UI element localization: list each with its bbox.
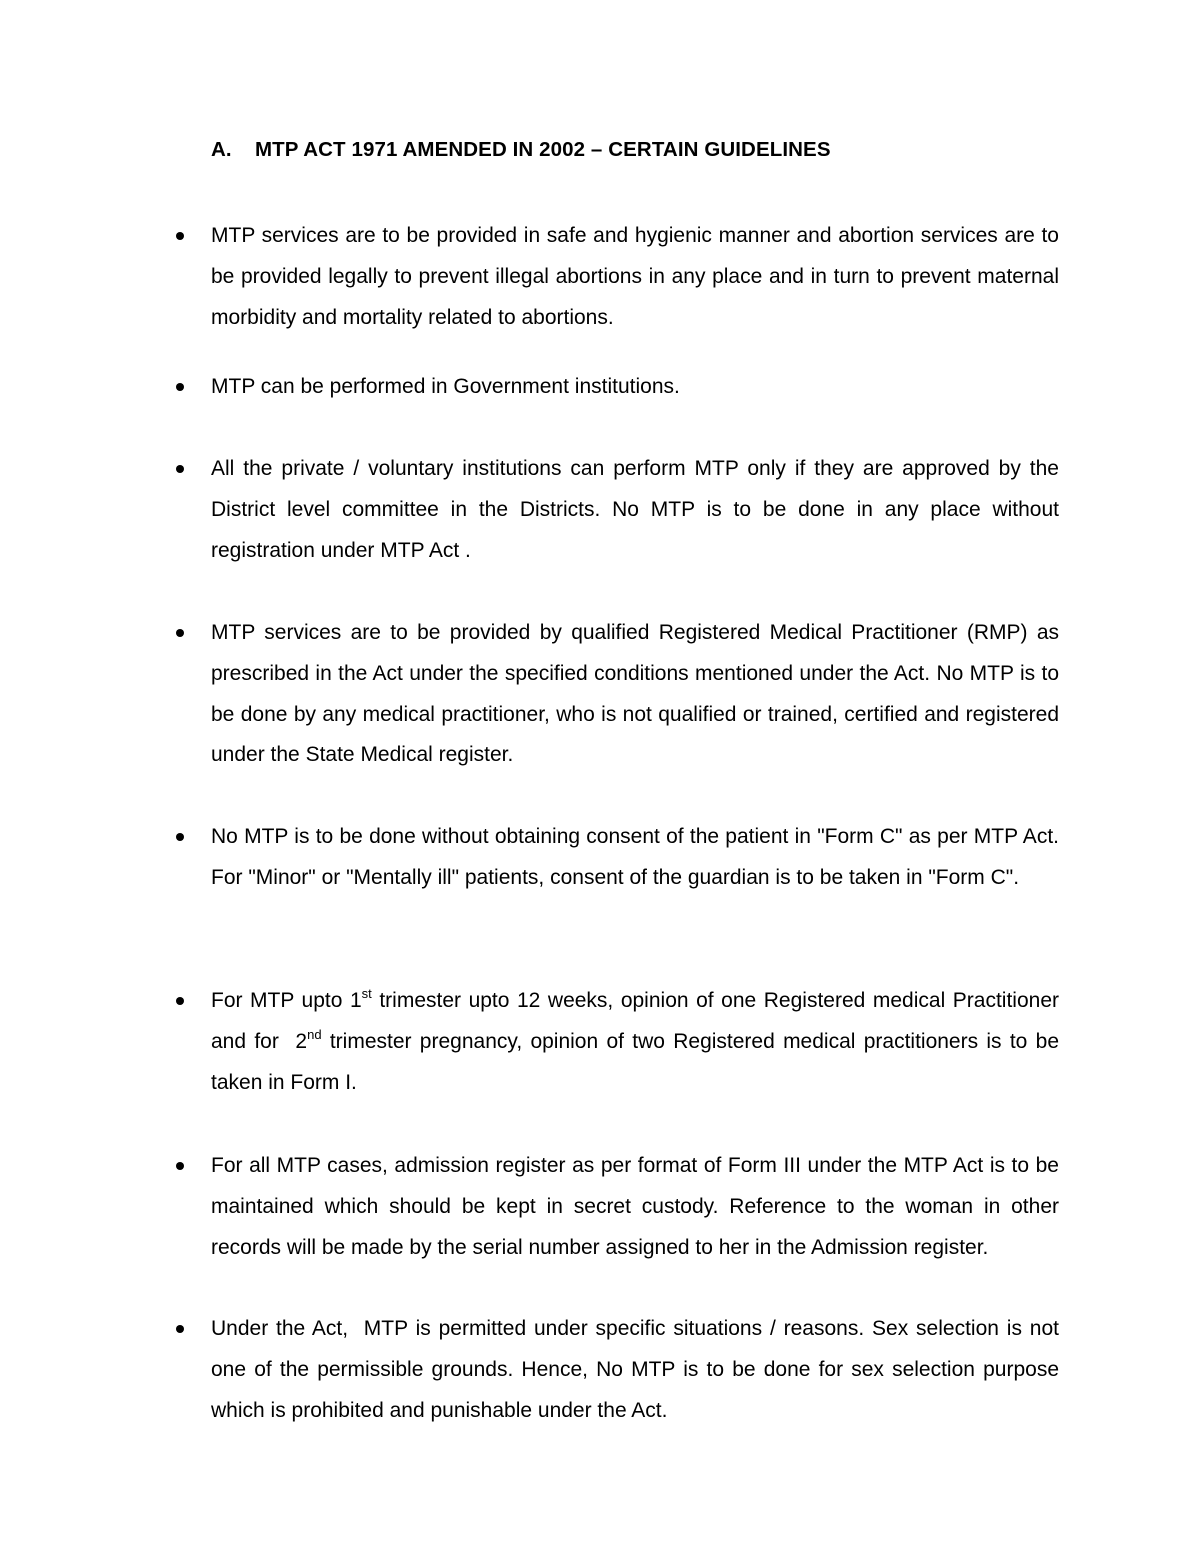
bullet-text-part: trimester upto 12 weeks, opinion of one Registered medical Practitioner and for 2 bbox=[211, 989, 1065, 1053]
bullet-text: Under the Act, MTP is permitted under specific situations / reasons. Sex selection is not one of the permissible grounds. Hence, No MTP is to be done for sex selection purpose which is prohibited and punishable under the Act. bbox=[211, 1317, 1065, 1422]
bullet-text: No MTP is to be done without obtaining consent of the patient in "Form C" as per MTP Act. For "Minor" or "Mentally ill" patients, consent of the guardian is to be taken in "Form C". bbox=[211, 825, 1059, 889]
bullet-item bbox=[211, 1309, 1065, 1431]
bullet-icon bbox=[176, 997, 184, 1005]
bullet-icon bbox=[176, 465, 184, 473]
bullet-item bbox=[211, 1146, 1059, 1268]
bullet-icon bbox=[176, 232, 184, 240]
bullet-text: All the private / voluntary institutions can perform MTP only if they are approved by the District level committee in the Districts. No MTP is to be done in any place without registration under MTP Act . bbox=[211, 457, 1059, 562]
section-heading bbox=[211, 138, 831, 162]
bullet-text: MTP services are to be provided by qualified Registered Medical Practitioner (RMP) as prescribed in the Act under the specified conditions mentioned under the Act. No MTP is to be done by any medical practitioner, who is not qualified or trained, certified and registered under the State Medical register. bbox=[211, 621, 1059, 767]
bullet-item bbox=[211, 613, 1059, 776]
bullet-item bbox=[211, 216, 1059, 338]
bullet-item bbox=[211, 449, 1059, 571]
bullet-icon bbox=[176, 1162, 184, 1170]
superscript: st bbox=[361, 985, 372, 1001]
bullet-text-part: trimester pregnancy, opinion of two Registered medical practitioners is to be taken in Form I. bbox=[211, 1029, 1059, 1094]
bullet-item bbox=[211, 817, 1059, 899]
superscript: nd bbox=[307, 1026, 322, 1042]
bullet-icon bbox=[176, 383, 184, 391]
bullet-item bbox=[211, 367, 1059, 408]
bullet-icon bbox=[176, 629, 184, 637]
bullet-text: For all MTP cases, admission register as per format of Form III under the MTP Act is to be maintained which should be kept in secret custody. Reference to the woman in other records will be made by the serial number assigned to her in the Admission register. bbox=[211, 1154, 1059, 1259]
section-letter: A. bbox=[211, 138, 232, 161]
bullet-icon bbox=[176, 833, 184, 841]
section-title: MTP ACT 1971 AMENDED IN 2002 – CERTAIN GUIDELINES bbox=[255, 138, 831, 161]
bullet-text-part: For MTP upto 1 bbox=[211, 989, 362, 1012]
bullet-text: MTP services are to be provided in safe and hygienic manner and abortion services are to be provided legally to prevent illegal abortions in any place and in turn to prevent maternal morbidity and mortality related to abortions. bbox=[211, 224, 1059, 329]
bullet-icon bbox=[176, 1325, 184, 1333]
bullet-item bbox=[211, 981, 1065, 1103]
bullet-text: MTP can be performed in Government institutions. bbox=[211, 375, 680, 398]
